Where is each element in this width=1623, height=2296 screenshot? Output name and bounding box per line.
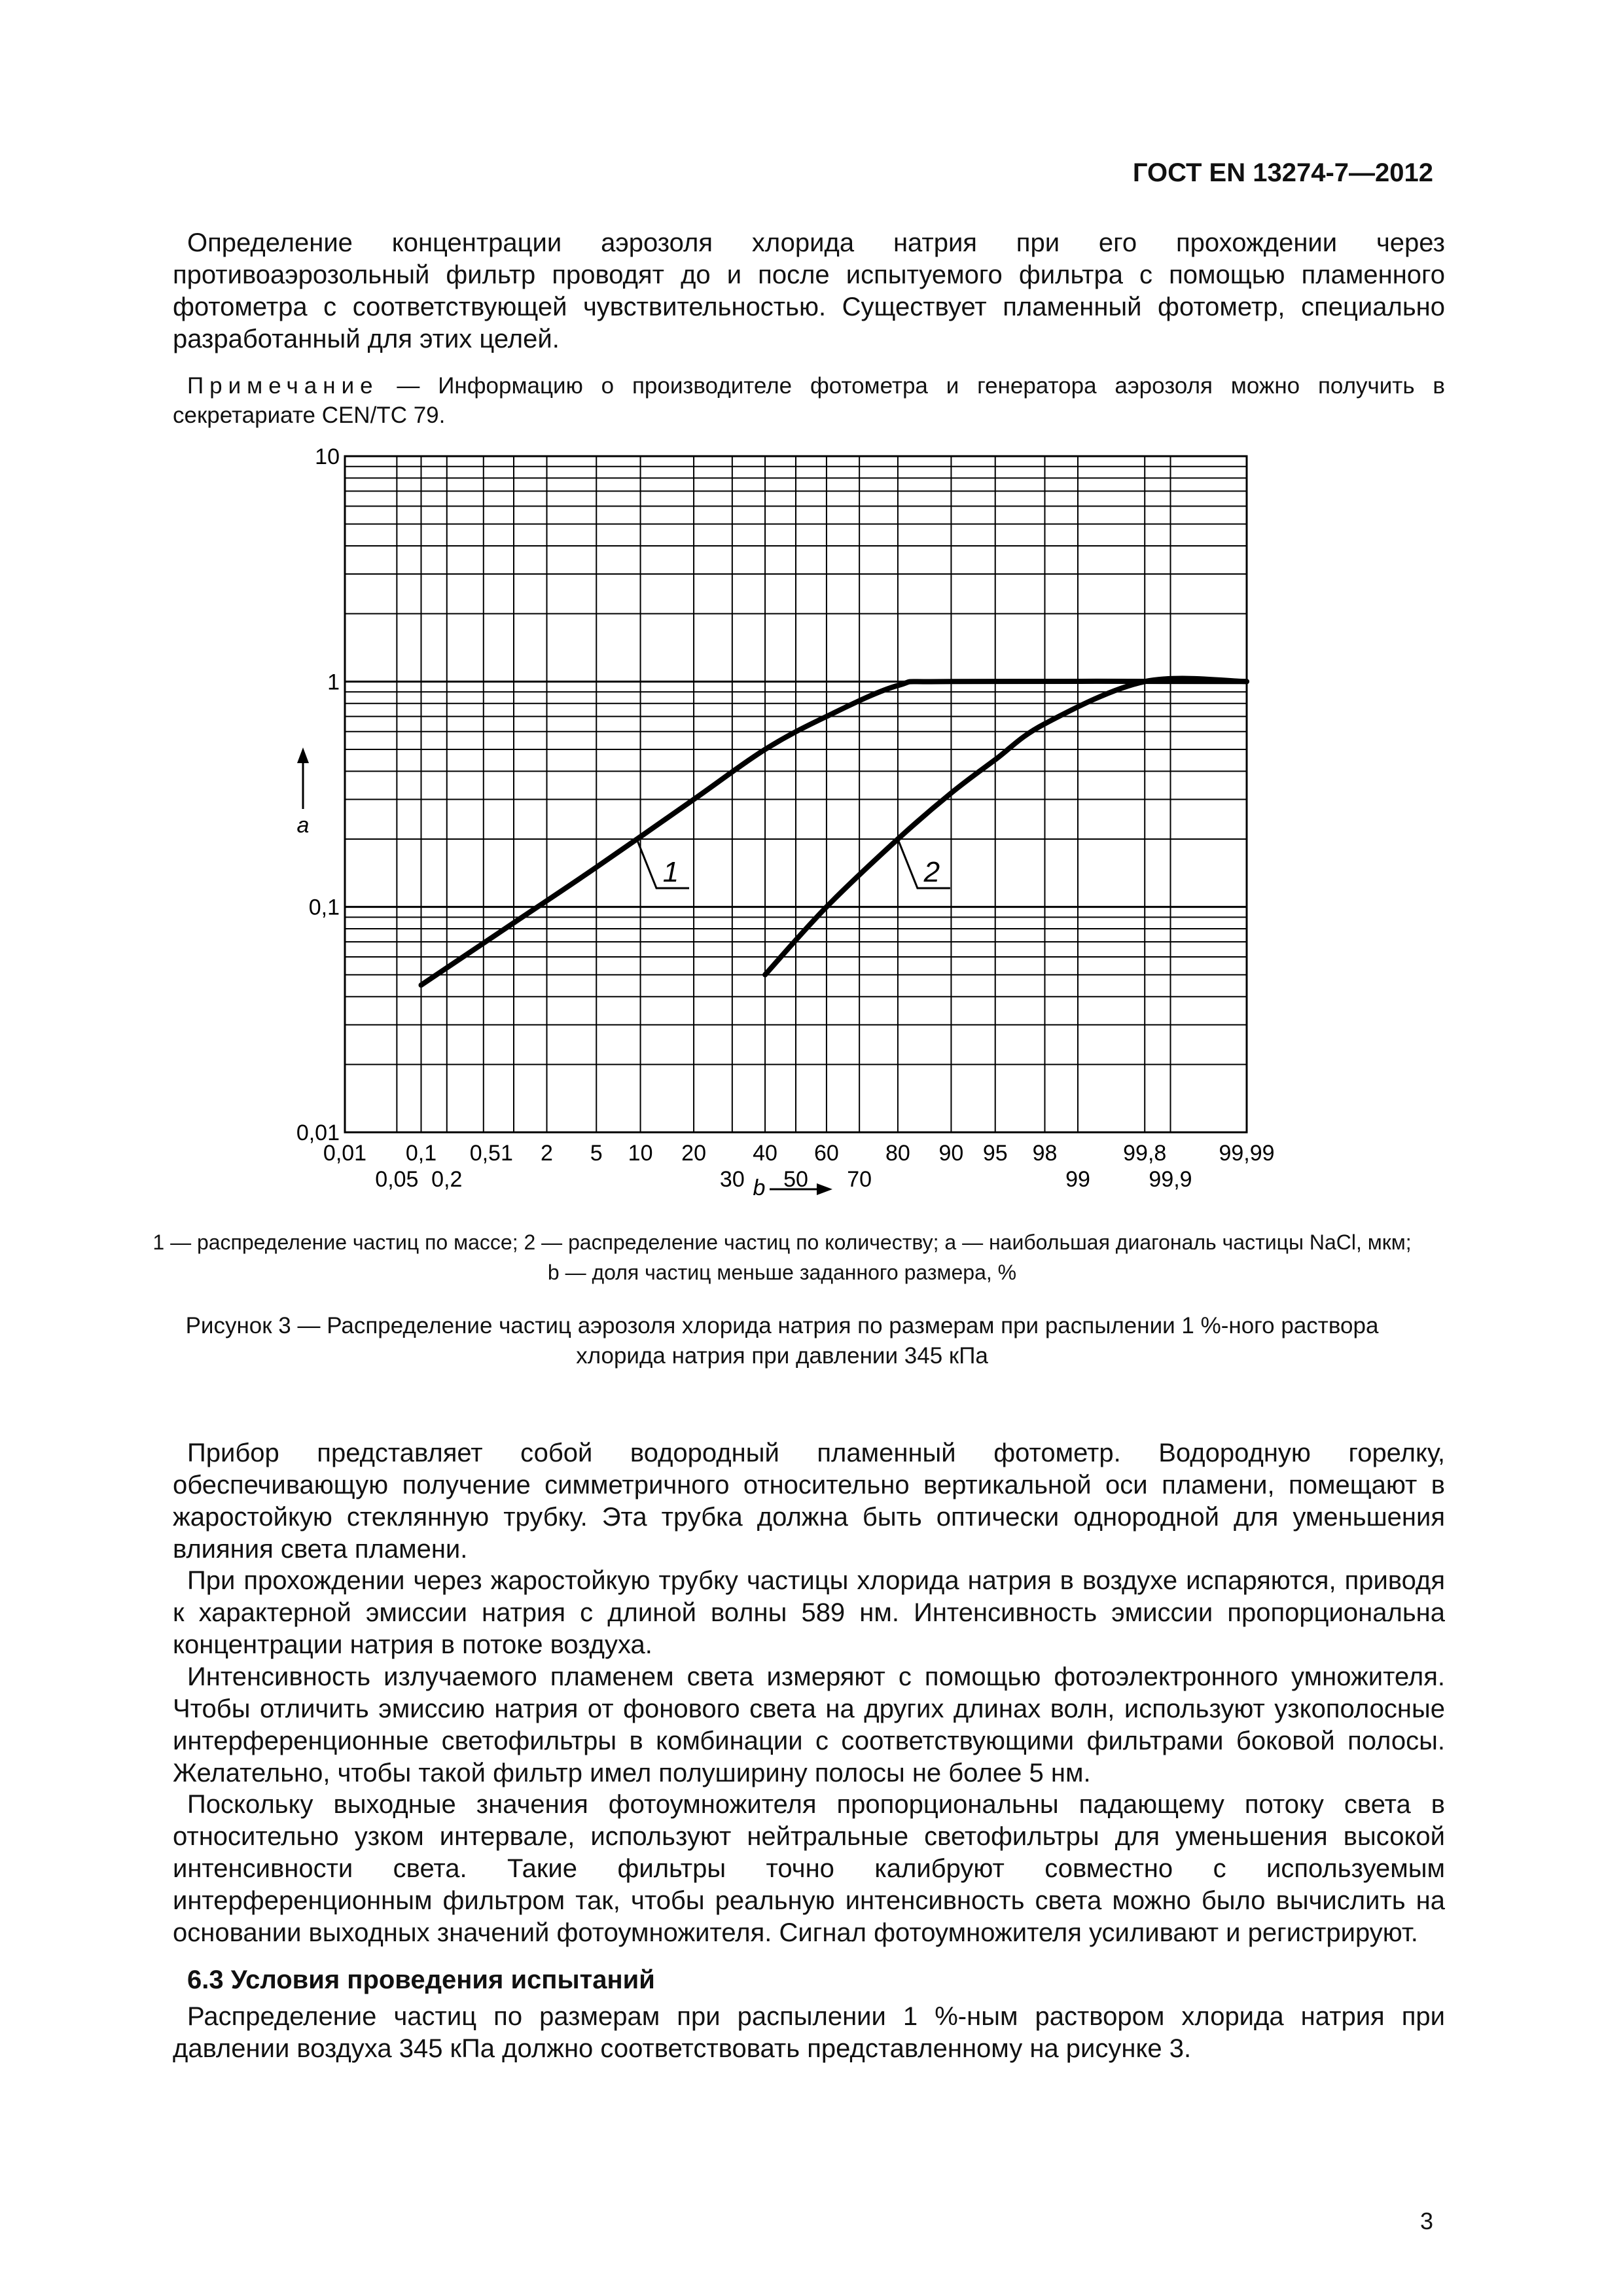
curve-1-label: 1: [662, 856, 679, 889]
paragraph-filters: Поскольку выходные значения фотоумножителя пропорциональны падающему потоку света в относительно узком интервале, используют нейтральные светофильтры для уменьшения высокой интенсивности света. Такие фильтры точно калибруют совместно с используемым интерференционным фильтром так, чтобы реальную интенсивность света можно было вычислить на основании выходных значений фотоумножителя. Сигнал фотоумножителя усиливают и регистрируют.: [173, 1790, 1445, 1947]
page-number: 3: [1419, 2208, 1433, 2234]
standard-number: ГОСТ EN 13274-7—2012: [1132, 158, 1433, 187]
x-tick-label: 0,05: [375, 1167, 419, 1192]
x-tick-label: 0,51: [469, 1141, 513, 1166]
curve-2: [765, 679, 1247, 975]
note-text: — Информацию о производителе фотометра и генератора аэрозоля можно получить в секретариате CEN/TC 79.: [173, 373, 1445, 428]
curve-2-label: 2: [923, 856, 940, 889]
y-tick-label: 0,1: [308, 895, 340, 920]
particle-size-chart: [0, 445, 1623, 1230]
paragraph-multiplier: Интенсивность излучаемого пламенем света измеряют с помощью фотоэлектронного умножителя. Чтобы отличить эмиссию натрия от фонового света на других длинах волн, используют узкополосные интерференционные светофильтры в комбинации с соответствующими фильтрами боковой полосы. Желательно, чтобы такой фильтр имел полуширину полосы не более 5 нм.: [173, 1662, 1445, 1787]
x-tick-label: 99: [1065, 1167, 1090, 1192]
paragraph-photometer: Прибор представляет собой водородный пламенный фотометр. Водородную горелку, обеспечивающую получение симметричного относительно вертикальной оси пламени, помещают в жаростойкую стеклянную трубку. Эта трубка должна быть оптически однородной для уменьшения влияния света пламени.: [173, 1439, 1445, 1564]
x-tick-label: 40: [753, 1141, 777, 1166]
x-tick-label: 95: [982, 1141, 1008, 1166]
x-tick-label: 50: [783, 1167, 808, 1192]
note-label: Примечание: [187, 373, 379, 399]
x-tick-label: 90: [938, 1141, 964, 1166]
x-tick-label: 0,2: [431, 1167, 463, 1192]
paragraph-emission: При прохождении через жаростойкую трубку частицы хлорида натрия в воздухе испаряются, приводя к характерной эмиссии натрия с длиной волны 589 нм. Интенсивность эмиссии пропорциональна концентрации натрия в потоке воздуха.: [173, 1566, 1445, 1659]
x-tick-labels: [323, 1141, 1275, 1192]
x-tick-label: 98: [1032, 1141, 1058, 1166]
note: [173, 371, 1445, 430]
y-tick-label: 1: [327, 670, 340, 695]
x-tick-label: 60: [814, 1141, 839, 1166]
x-tick-label: 0,1: [405, 1141, 437, 1166]
x-tick-label: 80: [885, 1141, 910, 1166]
x-tick-label: 0,01: [323, 1141, 367, 1166]
x-axis-label: b: [753, 1175, 766, 1200]
y-tick-label: 0,01: [296, 1121, 340, 1145]
y-tick-label: 10: [315, 445, 340, 469]
x-tick-label: 99,99: [1219, 1141, 1275, 1166]
curve-1: [421, 681, 1247, 985]
x-tick-label: 99,8: [1123, 1141, 1167, 1166]
x-axis-arrowhead: [817, 1183, 832, 1195]
y-axis-label: a: [296, 813, 310, 838]
section-heading: 6.3 Условия проведения испытаний: [187, 1965, 655, 1994]
x-tick-label: 2: [541, 1141, 553, 1166]
x-tick-label: 10: [628, 1141, 653, 1166]
x-tick-label: 70: [847, 1167, 872, 1192]
x-tick-label: 30: [719, 1167, 745, 1192]
x-tick-label: 20: [681, 1141, 706, 1166]
figure-caption: Рисунок 3 — Распределение частиц аэрозоля хлорида натрия по размерам при распылении 1 %-ного раствора хлорида натрия при давлении 345 кПа: [185, 1313, 1379, 1369]
chart-curves: [421, 679, 1247, 986]
figure-legend: 1 — распределение частиц по массе; 2 — распределение частиц по количеству; a — наибольшая диагональ частицы NaCl, мкм; b — доля частиц меньше заданного размера, %: [152, 1230, 1412, 1284]
intro-paragraph: Определение концентрации аэрозоля хлорида натрия при его прохождении через противоаэрозольный фильтр проводят до и после испытуемого фильтра с помощью пламенного фотометра с соответствующей чувствительностью. Существует пламенный фотометр, специально разработанный для этих целей.: [173, 228, 1445, 353]
chart-grid: [345, 456, 1247, 1132]
x-tick-label: 5: [590, 1141, 603, 1166]
x-tick-label: 99,9: [1149, 1167, 1192, 1192]
y-axis-arrowhead: [297, 747, 309, 763]
paragraph-conditions: Распределение частиц по размерам при распылении 1 %-ным раствором хлорида натрия при давлении воздуха 345 кПа должно соответствовать представленному на рисунке 3.: [173, 2002, 1445, 2063]
